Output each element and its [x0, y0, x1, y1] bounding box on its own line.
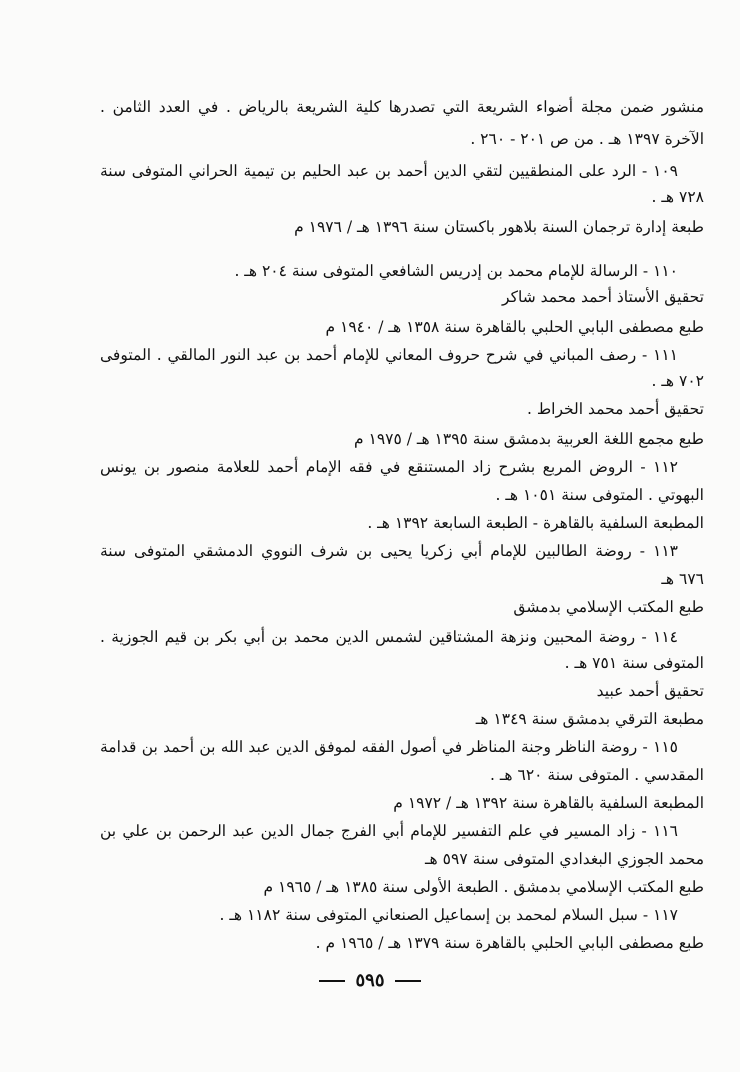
entry-110-editor: تحقيق الأستاذ أحمد محمد شاكر [502, 288, 704, 306]
entry-114-line-2: المتوفى سنة ٧٥١ هـ . [564, 654, 704, 672]
page-number: ٥٩٥ [355, 970, 385, 991]
entry-112-line-2: البهوتي . المتوفى سنة ١٠٥١ هـ . [495, 486, 704, 504]
entry-108-continuation-line-1: منشور ضمن مجلة أضواء الشريعة التي تصدرها كلية الشريعة بالرياض . في العدد الثامن . [100, 98, 704, 116]
entry-114-line-1: ١١٤ - روضة المحبين ونزهة المشتاقين لشمس الدين محمد بن أبي بكر بن قيم الجوزية . [100, 628, 678, 646]
entry-114-publication: مطبعة الترقي بدمشق سنة ١٣٤٩ هـ [475, 710, 704, 728]
entry-115-line-2: المقدسي . المتوفى سنة ٦٢٠ هـ . [490, 766, 704, 784]
entry-111-line-2: ٧٠٢ هـ . [651, 372, 704, 390]
entry-112-publication: المطبعة السلفية بالقاهرة - الطبعة السابعة ١٣٩٢ هـ . [367, 514, 704, 532]
entry-109-publication: طبعة إدارة ترجمان السنة بلاهور باكستان سنة ١٣٩٦ هـ / ١٩٧٦ م [294, 218, 704, 236]
entry-114-editor: تحقيق أحمد عبيد [596, 682, 704, 700]
entry-108-continuation-line-2: الآخرة ١٣٩٧ هـ . من ص ٢٠١ - ٢٦٠ . [470, 130, 704, 148]
entry-109-line-2: ٧٢٨ هـ . [651, 188, 704, 206]
entry-116-publication: طبع المكتب الإسلامي بدمشق . الطبعة الأولى سنة ١٣٨٥ هـ / ١٩٦٥ م [263, 878, 704, 896]
entry-113-line-1: ١١٣ - روضة الطالبين للإمام أبي زكريا يحيى بن شرف النووي الدمشقي المتوفى سنة [100, 542, 678, 560]
folio-dash-left [319, 980, 345, 982]
entry-110-publication: طبع مصطفى البابي الحلبي بالقاهرة سنة ١٣٥٨ هـ / ١٩٤٠ م [325, 318, 704, 336]
page-number-footer [0, 970, 740, 991]
entry-113-line-2: ٦٧٦ هـ [661, 570, 704, 588]
entry-115-line-1: ١١٥ - روضة الناظر وجنة المناظر في أصول الفقه لموفق الدين عبد الله بن أحمد بن قدامة [100, 738, 678, 756]
folio-dash-right [395, 980, 421, 982]
entry-113-publication: طبع المكتب الإسلامي بدمشق [513, 598, 704, 616]
entry-115-publication: المطبعة السلفية بالقاهرة سنة ١٣٩٢ هـ / ١٩٧٢ م [393, 794, 704, 812]
entry-116-line-1: ١١٦ - زاد المسير في علم التفسير للإمام أبي الفرج جمال الدين عبد الرحمن بن علي بن [100, 822, 678, 840]
entry-117-line-1: ١١٧ - سبل السلام لمحمد بن إسماعيل الصنعاني المتوفى سنة ١١٨٢ هـ . [219, 906, 678, 924]
entry-112-line-1: ١١٢ - الروض المربع بشرح زاد المستنقع في فقه الإمام أحمد للعلامة منصور بن يونس [100, 458, 678, 476]
entry-110-line-1: ١١٠ - الرسالة للإمام محمد بن إدريس الشافعي المتوفى سنة ٢٠٤ هـ . [234, 262, 678, 280]
entry-109-line-1: ١٠٩ - الرد على المنطقيين لتقي الدين أحمد بن عبد الحليم بن تيمية الحراني المتوفى سنة [100, 162, 678, 180]
entry-111-editor: تحقيق أحمد محمد الخراط . [526, 400, 704, 418]
entry-116-line-2: محمد الجوزي البغدادي المتوفى سنة ٥٩٧ هـ [425, 850, 704, 868]
entry-117-publication: طبع مصطفى البابي الحلبي بالقاهرة سنة ١٣٧٩ هـ / ١٩٦٥ م . [315, 934, 704, 952]
entry-111-line-1: ١١١ - رصف المباني في شرح حروف المعاني للإمام أحمد بن عبد النور المالقي . المتوفى [100, 346, 678, 364]
entry-111-publication: طبع مجمع اللغة العربية بدمشق سنة ١٣٩٥ هـ / ١٩٧٥ م [353, 430, 704, 448]
